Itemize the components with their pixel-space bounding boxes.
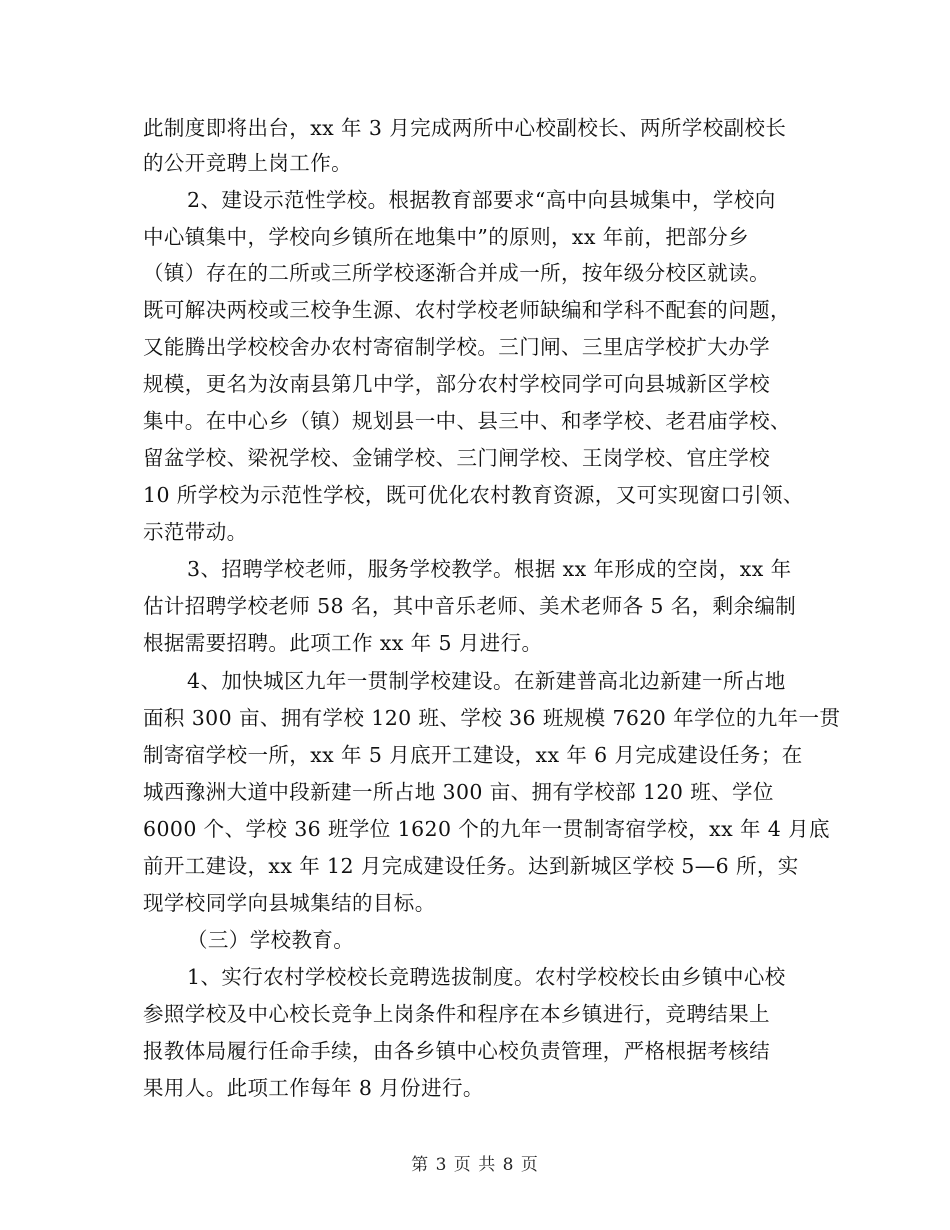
text-line: 制寄宿学校一所，xx 年 5 月底开工建设，xx 年 6 月完成建设任务；在 [143,743,803,767]
text-line: 面积 300 亩、拥有学校 120 班、学校 36 班规模 7620 年学位的九年一贯 [143,706,841,730]
text-line: 集中。在中心乡（镇）规划县一中、县三中、和孝学校、老君庙学校、 [143,409,791,433]
text-line: 的公开竞聘上岗工作。 [143,151,352,175]
text-line: 10 所学校为示范性学校，既可优化农村教育资源，又可实现窗口引领、 [143,483,804,507]
text-line: 估计招聘学校老师 58 名，其中音乐老师、美术老师各 5 名，剩余编制 [143,594,797,618]
text-line: 又能腾出学校校舍办农村寄宿制学校。三门闸、三里店学校扩大办学 [143,335,770,359]
section-heading: （三）学校教育。 [187,928,355,952]
text-line: 此制度即将出台，xx 年 3 月完成两所中心校副校长、两所学校副校长 [143,116,787,140]
text-line: 报教体局履行任命手续，由各乡镇中心校负责管理，严格根据考核结 [143,1039,770,1063]
page-footer: 第 3 页 共 8 页 [411,1155,539,1175]
text-line: 既可解决两校或三校争生源、农村学校老师缺编和学科不配套的问题， [143,298,791,322]
text-line: 参照学校及中心校长竞争上岗条件和程序在本乡镇进行，竞聘结果上 [143,1002,770,1026]
text-line: 中心镇集中，学校向乡镇所在地集中”的原则，xx 年前，把部分乡 [143,225,750,249]
text-line: 现学校同学向县城集结的目标。 [143,891,436,915]
text-line: 6000 个、学校 36 班学位 1620 个的九年一贯制寄宿学校，xx 年 4 月底 [143,817,830,841]
text-line: 根据需要招聘。此项工作 xx 年 5 月进行。 [143,631,543,655]
text-line: （镇）存在的二所或三所学校逐渐合并成一所，按年级分校区就读。 [143,261,770,285]
paragraph-start-line: 4、加快城区九年一贯制学校建设。在新建普高北边新建一所占地 [187,669,786,693]
paragraph-start-line: 3、招聘学校老师，服务学校教学。根据 xx 年形成的空岗，xx 年 [187,557,792,581]
text-line: 规模，更名为汝南县第几中学，部分农村学校同学可向县城新区学校 [143,372,770,396]
paragraph-start-line: 2、建设示范性学校。根据教育部要求“高中向县城集中，学校向 [187,188,776,212]
text-line: 前开工建设，xx 年 12 月完成建设任务。达到新城区学校 5—6 所，实 [143,854,799,878]
paragraph-start-line: 1、实行农村学校校长竞聘选拔制度。农村学校校长由乡镇中心校 [187,965,786,989]
text-line: 示范带动。 [143,520,248,544]
text-line: 城西豫洲大道中段新建一所占地 300 亩、拥有学校部 120 班、学位 [143,780,774,804]
text-line: 留盆学校、梁祝学校、金铺学校、三门闸学校、王岗学校、官庄学校 [143,446,770,470]
text-line: 果用人。此项工作每年 8 月份进行。 [143,1076,484,1100]
